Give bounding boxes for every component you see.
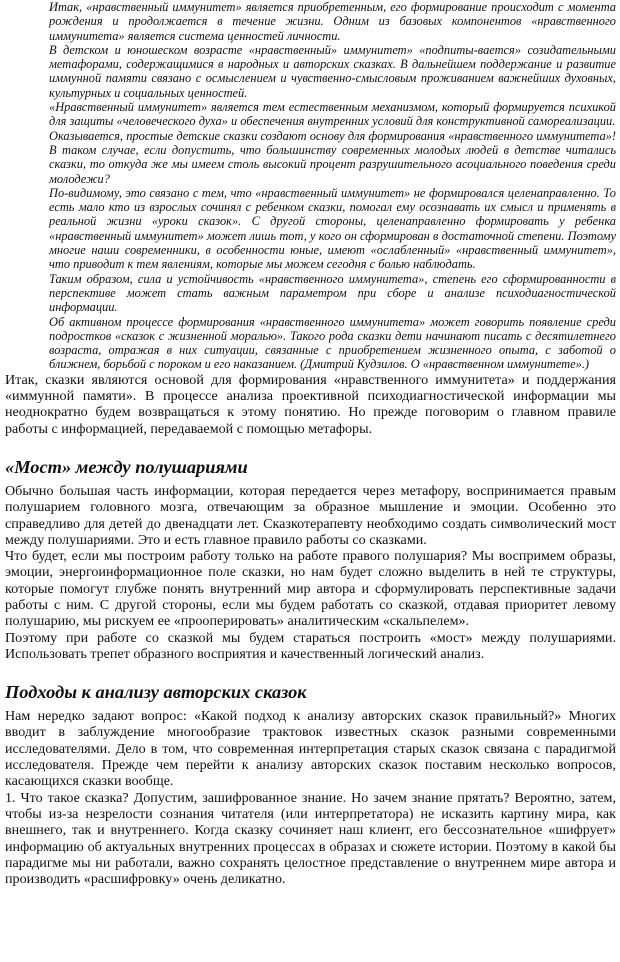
quote-paragraph: По-видимому, это связано с тем, что «нравственный иммунитет» не формировался целенаправленно. То есть мало кто из взрослых сочинял с ребенком сказки, помогал ему осознавать их смысл и применять в реальной жизни «уроки сказок». С другой стороны, целенаправленно формировать у ребенка «нравственный иммунитет» может лишь тот, у кого он сформирован в достаточной степени. Поэтому многие наши современники, в особенности юные, имеют «ослабленный» «нравственный иммунитет», что приводит к тем явлениям, которые мы можем сегодня с болью наблюдать. [49, 185, 616, 272]
quote-paragraph: Итак, «нравственный иммунитет» является приобретенным, его формирование происходит с момента рождения и продолжается в течение жизни. Одним из базовых компонентов «нравственного иммунитета» является система ценностей личности. [49, 0, 616, 43]
body-paragraph: Обычно большая часть информации, которая передается через метафору, воспринимается правым полушарием головного мозга, отвечающим за образное мышление и эмоции. Особенно это справедливо для детей до двенадцати лет. Сказкотерапевту необходимо создать символический мост между полушариями. Это и есть главное правило работы со сказками. [5, 482, 616, 548]
intro-text [5, 372, 616, 437]
quote-paragraph: Об активном процессе формирования «нравственного иммунитета» может говорить появление среди подростков «сказок с жизненной моралью». Такого рода сказки дети начинают писать с десятилетнего возраста, отражая в них ситуации, связанные с приобретением жизненного опыта, с заботой о ближнем, борьбой с пороком и его наказанием. (Дмитрий Кудзилов. О «нравственном иммунитете».) [49, 314, 616, 372]
quoted-passage [49, 0, 616, 372]
section-approaches-text [5, 708, 616, 887]
body-paragraph: Что будет, если мы построим работу только на работе правого полушария? Мы воспримем образы, эмоции, энергоинформационное поле сказки, но нам будет сложно выделить в ней те структуры, которые помогут глубже понять внутренний мир автора и сформулировать перспективные задачи работы с ним. С другой стороны, если мы будем работать со сказкой, отдавая приоритет левому полушарию, мы рискуем ее «прооперировать» аналитическим «скальпелем». [5, 548, 616, 630]
body-paragraph: Итак, сказки являются основой для формирования «нравственного иммунитета» и поддержания «иммунной памяти». В процессе анализа проективной психодиагностической информации мы неоднократно будем возвращаться к этому понятию. Но прежде поговорим о главном правиле работы с информацией, передаваемой с помощью метафоры. [5, 371, 616, 437]
body-paragraph: 1. Что такое сказка? Допустим, зашифрованное знание. Но зачем знание прятать? Вероятно, затем, чтобы из-за незрелости сознания читателя (или интерпретатора) не исказить картину мира, как внешнего, так и внутреннего. Когда сказку сочиняет наш клиент, его бессознательное «шифрует» информацию об актуальных внутренних процессах в образах и сюжете истории. Поэтому в какой бы парадигме мы ни работали, важно сохранять целостное представление о внутреннем мире автора и производить «расшифровку» очень деликатно. [5, 789, 616, 888]
quote-paragraph: В детском и юношеском возрасте «нравственный» иммунитет» «подпиты-вается» созидательными метафорами, содержащимися в народных и авторских сказках. В дальнейшем поддержание и развитие иммунной памяти связано с осмыслением и чувственно-смысловым проживанием важнейших духовных, культурных и социальных ценностей. [49, 42, 616, 100]
quote-paragraph: Оказывается, простые детские сказки создают основу для формирования «нравственного иммунитета»! В таком случае, если допустить, что большинству современных молодых людей в детстве читались сказки, то откуда же мы имеем столь высокий процент разрушительного асоциального поведения среди молодежи? [49, 128, 616, 186]
quote-paragraph: «Нравственный иммунитет» является тем естественным механизмом, который формируется психикой для защиты «человеческого духа» и обеспечения внутренних условий для конструктивной самореализации. [49, 100, 616, 129]
section-heading-bridge: «Мост» между полушариями [5, 456, 248, 477]
quote-paragraph: Таким образом, сила и устойчивость «нравственного иммунитета», степень его сформированности в перспективе может стать важным параметром при сборе и анализе психодиагностической информации. [49, 271, 616, 315]
section-bridge-text [5, 483, 616, 662]
section-heading-approaches: Подходы к анализу авторских сказок [5, 682, 307, 703]
body-paragraph: Нам нередко задают вопрос: «Какой подход к анализу авторских сказок правильный?» Многих вводит в заблуждение многообразие трактовок известных сказок разными современными исследователями. Дело в том, что современная интерпретация старых сказок связана с парадигмой исследователя. Прежде чем перейти к анализу авторских сказок поставим несколько вопросов, касающихся сказки вообще. [5, 708, 616, 790]
body-paragraph: Поэтому при работе со сказкой мы будем стараться построить «мост» между полушариями. Использовать трепет образного восприятия и качественный логический анализ. [5, 629, 616, 662]
